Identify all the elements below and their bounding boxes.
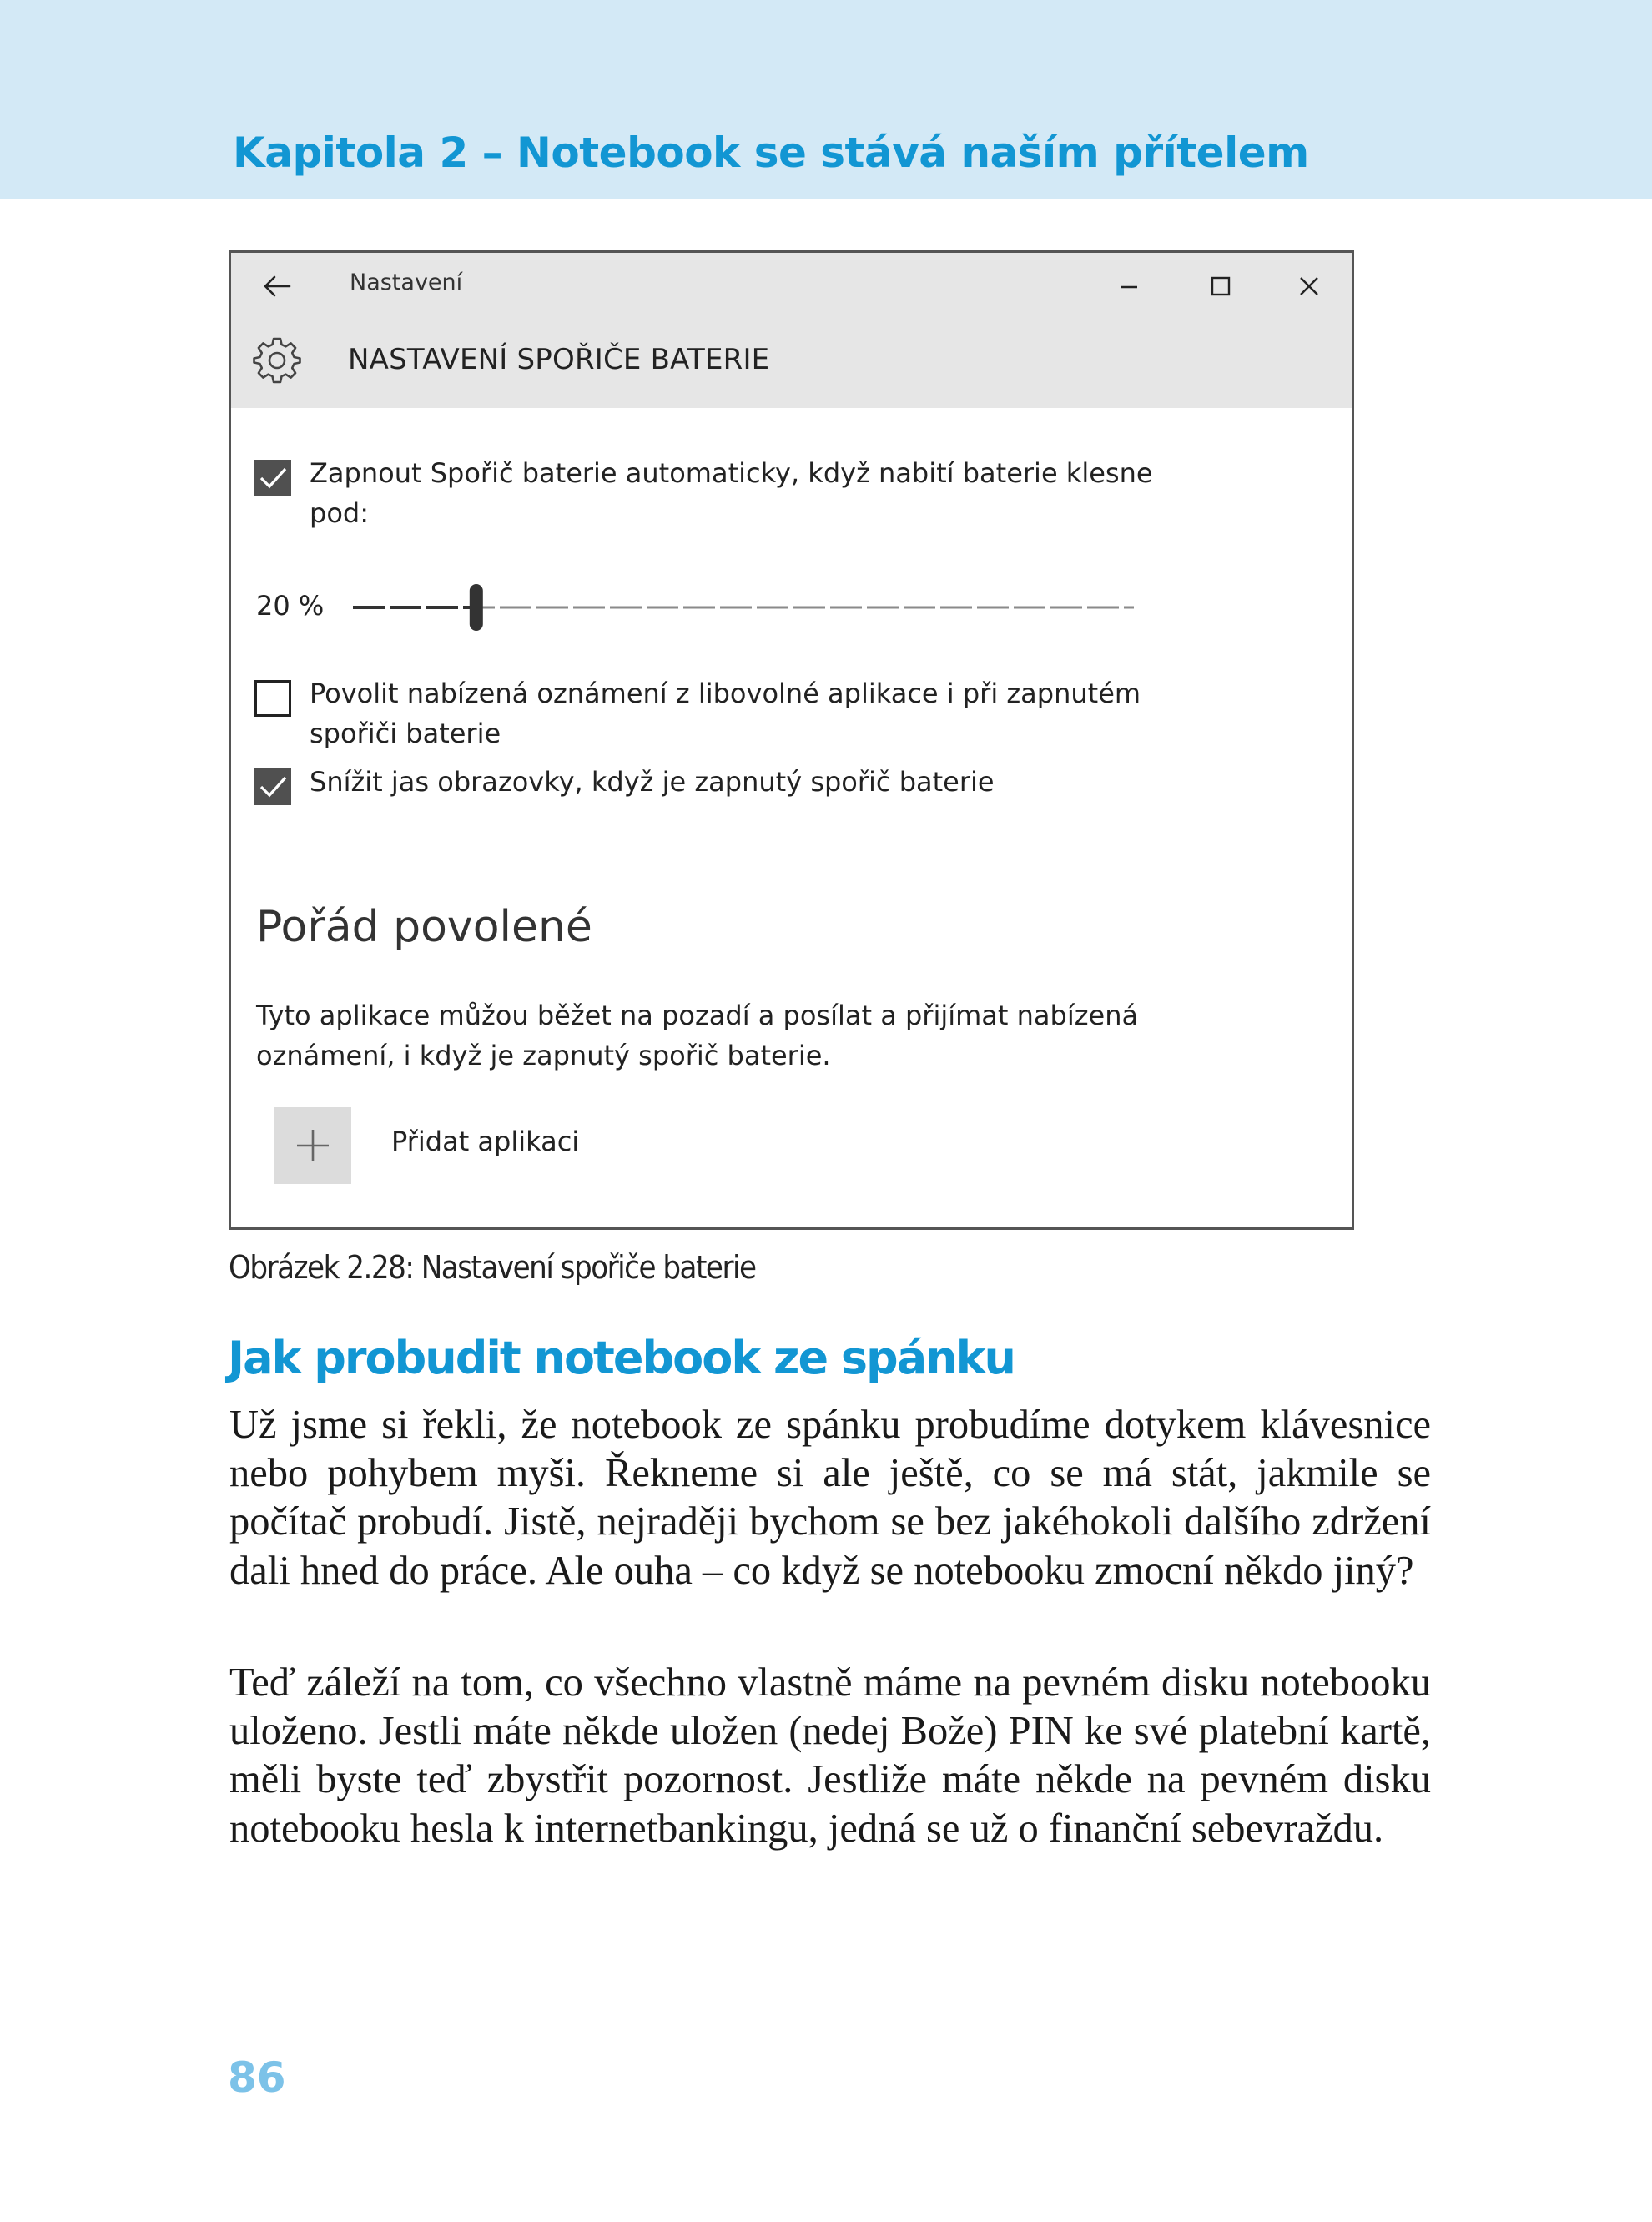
checkmark-icon — [254, 460, 291, 496]
battery-threshold-slider[interactable] — [353, 578, 1137, 637]
auto-enable-label: Zapnout Spořič baterie automaticky, když nabití baterie klesne pod: — [310, 457, 1153, 529]
figure-caption: Obrázek 2.28: Nastavení spořiče baterie — [229, 1249, 756, 1286]
window-title: Nastavení — [350, 270, 463, 295]
minimize-icon[interactable] — [1112, 270, 1146, 303]
section-heading: Jak probudit notebook ze spánku — [228, 1332, 1015, 1384]
article-paragraph: Už jsme si řekli, že notebook ze spánku probudíme dotykem klávesnice nebo pohybem myši. Řekneme si ale ještě, co se má stát, jakmile se počítač probudí. Jistě, nejraději bychom se bez jakéhokoli dalšího zdržení dali hned do práce. Ale ouha – co když se notebooku zmocní někdo jiný? — [229, 1403, 1431, 1593]
lower-brightness-label: Snížit jas obrazovky, když je zapnutý spořič baterie — [310, 766, 995, 798]
auto-enable-checkbox[interactable] — [254, 460, 291, 496]
close-icon[interactable] — [1292, 270, 1326, 303]
checkmark-icon — [254, 768, 291, 805]
plus-icon — [274, 1107, 351, 1184]
gear-icon — [251, 335, 303, 386]
allow-push-checkbox[interactable] — [254, 680, 291, 717]
add-app-label[interactable]: Přidat aplikaci — [391, 1126, 580, 1157]
lower-brightness-checkbox[interactable] — [254, 768, 291, 805]
settings-page-heading: NASTAVENÍ SPOŘIČE BATERIE — [348, 343, 770, 376]
chapter-title: Kapitola 2 – Notebook se stává naším přítelem — [233, 128, 1309, 177]
slider-thumb[interactable] — [470, 584, 483, 631]
page-number: 86 — [228, 2053, 286, 2102]
settings-window-figure — [229, 250, 1354, 1230]
add-app-button[interactable] — [274, 1107, 351, 1184]
allow-push-label: Povolit nabízená oznámení z libovolné aplikace i při zapnutém spořiči baterie — [310, 678, 1141, 749]
article-paragraph: Teď záleží na tom, co všechno vlastně máme na pevném disku notebooku uloženo. Jestli máte někde uložen (nedej Bože) PIN ke své platební kartě, měli byste teď zbystřit pozornost. Jestliže máte někde na pevném disku notebooku hesla k internetbankingu, jedná se už o finanční sebevraždu. — [229, 1660, 1431, 1851]
always-allowed-title: Pořád povolené — [256, 902, 592, 952]
always-allowed-description: Tyto aplikace můžou běžet na pozadí a posílat a přijímat nabízená oznámení, i když je zapnutý spořič baterie. — [256, 1000, 1139, 1071]
threshold-value: 20 % — [256, 590, 325, 622]
maximize-icon[interactable] — [1204, 270, 1237, 303]
arrow-left-icon[interactable] — [261, 270, 295, 303]
